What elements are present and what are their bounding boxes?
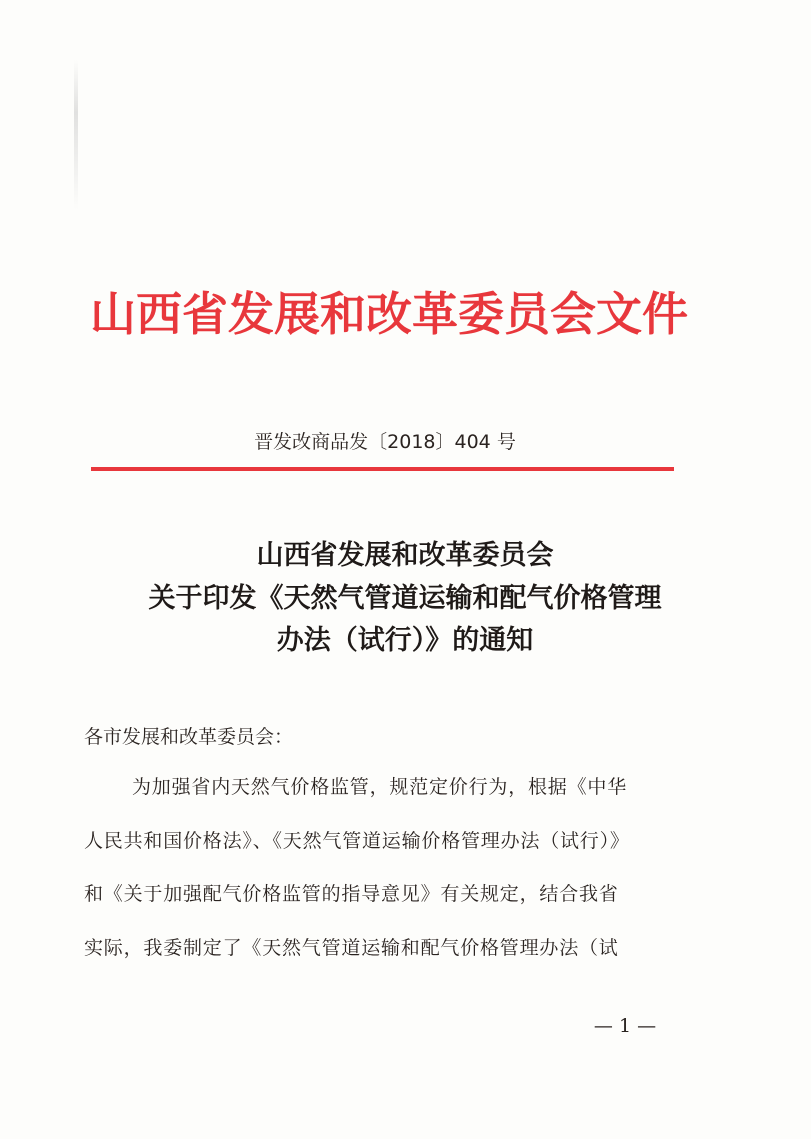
body-text-line: 和《关于加强配气价格监管的指导意见》有关规定，结合我省 [84, 883, 619, 905]
body-text-line: 为加强省内天然气价格监管，规范定价行为，根据《中华 [132, 776, 628, 798]
masthead-divider [91, 467, 674, 471]
document-title-line-1: 山西省发展和改革委员会 [256, 540, 554, 571]
salutation: 各市发展和改革委员会： [84, 726, 294, 748]
body-text-line: 人民共和国价格法》、《天然气管道运输价格管理办法（试行）》 [84, 830, 630, 852]
scan-artifact [74, 60, 78, 210]
document-title-line-2: 关于印发《天然气管道运输和配气价格管理 [148, 583, 662, 614]
document-title-line-3: 办法（试行）》的通知 [276, 625, 534, 656]
page-number: — 1 — [593, 1015, 657, 1037]
body-text-line: 实际，我委制定了《天然气管道运输和配气价格管理办法（试 [84, 937, 619, 959]
document-masthead: 山西省发展和改革委员会文件 [90, 287, 688, 341]
document-number: 晋发改商品发〔2018〕404 号 [254, 431, 516, 453]
